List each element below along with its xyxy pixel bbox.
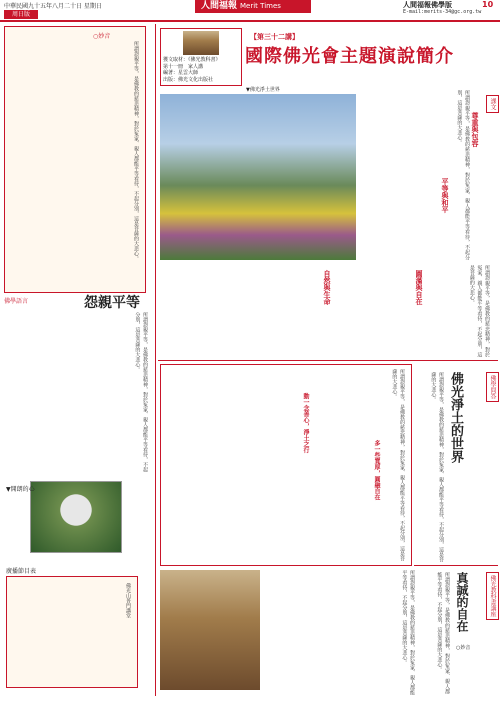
main-text-block-1: 所謂怨親平等，是佛教的慈悲精神，對於冤家、親人都能平等看待，不起分別，這是菩薩的大悲心。 <box>456 90 470 260</box>
middle-subtitle-2: 多一些寬厚，圓融自在 <box>373 440 380 500</box>
photo-people <box>160 570 260 690</box>
section-title-5: 圓滿與自在 <box>415 270 424 305</box>
series-number: 【第三十二講】 <box>250 32 299 41</box>
article-title-pure-land: 佛光淨土的世界 <box>448 372 463 463</box>
contact-email: E-mail:merits-34@gc.org.tw <box>403 9 482 15</box>
page-header <box>0 0 500 22</box>
lower-middle-body: 所謂怨親平等，是佛教的慈悲精神，對於冤家、親人都能平等看待，不起分別，這是菩薩的大悲心。 <box>401 570 415 695</box>
article-title-sincere-freedom: 真誠的自在 <box>455 572 469 632</box>
pure-land-body: 所謂怨親平等，是佛教的慈悲精神，對於冤家、親人都能平等看待，不起分別，這是菩薩的大悲心。 <box>430 372 444 562</box>
middle-divider <box>158 360 498 361</box>
photo-temple-garden <box>160 94 356 260</box>
left-column-rule <box>155 24 156 696</box>
section-name: 人間福報佛學版 <box>403 1 452 9</box>
lecture-tag: 佛光教科書講座 <box>486 572 499 620</box>
article-author: ○妙音 <box>456 645 471 651</box>
left-tag-label: ○妙音 <box>93 33 111 40</box>
section-title-3: 尊重與包容 <box>471 112 480 147</box>
left-story-box <box>4 26 146 293</box>
main-info-box <box>160 28 242 86</box>
left-column-top <box>2 26 152 296</box>
left-column-bottom <box>2 296 152 696</box>
left-story-body: 所謂怨親平等，是佛教的慈悲精神，對於冤家、親人都能平等看待，不起分別，這是菩薩的大悲心。 <box>133 41 139 261</box>
broadcast-lines: 佛光山普門講堂 <box>125 583 131 618</box>
sculpture-caption: ▼開朗的心 <box>6 486 35 493</box>
section-title-4: 平等與和平 <box>441 178 450 213</box>
info-line-4: 出版：佛光文化出版社 <box>163 76 214 83</box>
publication-date: 中華民國九十五年八月二十日 星期日 <box>4 3 102 10</box>
broadcast-tag: 廣播節目表 <box>6 568 37 575</box>
page-number: 10 <box>482 0 494 9</box>
equality-body: 所謂怨親平等，是佛教的慈悲精神，對於冤家、親人都能平等看待，不起分別，這是菩薩的大悲心。 <box>134 312 148 472</box>
main-text-block-2: 所謂怨親平等，是佛教的慈悲精神，對於冤家、親人都能平等看待，不起分別，這是菩薩的大悲心。 <box>468 265 490 357</box>
section-title-6: 自然與生命 <box>323 270 332 305</box>
middle-story-body: 所謂怨親平等，是佛教的慈悲精神，對於冤家、親人都能平等看待，不起分別，這是菩薩的大悲心。 <box>391 369 405 561</box>
middle-subtitle-1: 動一念善心，淨土之行 <box>302 393 309 453</box>
photo-sculpture <box>30 481 122 553</box>
info-line-1: 獲文取材：《佛光教科書》 <box>163 57 221 63</box>
right-divider <box>414 565 498 566</box>
photo-caption-pure-land: ▼佛光淨土世界 <box>246 87 280 93</box>
masthead-english: Merit Times <box>240 2 281 10</box>
masthead-title: 人間福報 <box>201 1 238 11</box>
book-cover-image <box>183 31 219 55</box>
qa-tag: 佛學問答 <box>486 372 499 402</box>
edition-badge: 周日版 <box>4 10 38 19</box>
broadcast-box <box>6 576 138 688</box>
info-line-3: 編著：星雲大師 <box>163 70 199 76</box>
info-line-2: 第十一冊 家人講 <box>163 63 204 70</box>
masthead <box>195 0 311 13</box>
header-divider <box>0 20 500 22</box>
lesson-tag: 課文 <box>486 95 499 113</box>
buddhist-language-tag: 佛學語言 <box>4 298 29 305</box>
article-title-equality: 怨親平等 <box>84 295 140 311</box>
sincere-freedom-body: 所謂怨親平等，是佛教的慈悲精神，對於冤家、親人都能平等看待，不起分別，這是菩薩的大悲心。 <box>436 572 450 694</box>
main-title: 國際佛光會主題演說簡介 <box>245 46 454 67</box>
